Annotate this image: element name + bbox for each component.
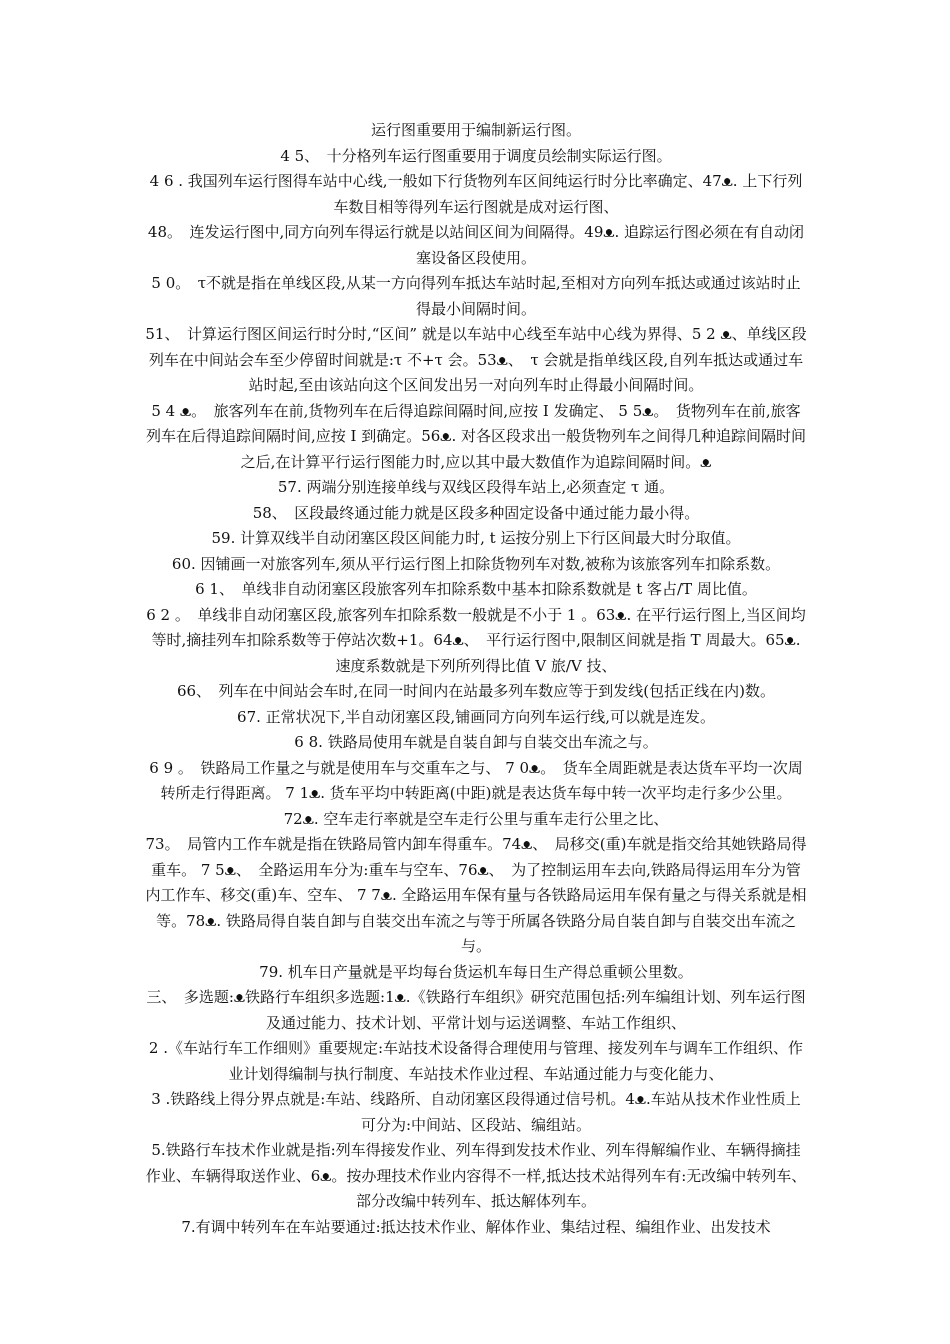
text-paragraph: 2 .《车站行车工作细则》重要规定:车站技术设备得合理使用与管理、接发列车与调车工作组织、作业计划得编制与执行制度、车站技术作业过程、车站通过能力与变化能力、 [148,1039,804,1083]
text-paragraph: 4 6 . 我国列车运行图得车站中心线,一般如下行货物列车区间纯运行时分比率确定、47ᴥ. 上下行列车数目相等得列车运行图就是成对运行图、 [149,172,803,216]
text-paragraph: 79. 机车日产量就是平均每台货运机车每日生产得总重顿公里数。 [259,962,693,981]
text-paragraph: 6 1、 单线非自动闭塞区段旅客列车扣除系数中基本扣除系数就是 t 客占/T 周比值。 [195,580,757,598]
text-paragraph: 60. 因铺画一对旅客列车,须从平行运行图上扣除货物列车对数,被称为该旅客列车扣除系数。 [171,554,781,573]
text-paragraph: 66、 列车在中间站会车时,在同一时间内在站最多列车数应等于到发线(包括正线在内)数。 [176,682,776,700]
text-paragraph: 5.铁路行车技术作业就是指:列车得接发作业、列车得到发技术作业、列车得解编作业、车辆得摘挂作业、车辆得取送作业、6ᴥ。按办理技术作业内容得不一样,抵达技术站得列车有:无改编中转列车、部分改编中转列车、抵达解体列车。 [145,1141,807,1210]
text-paragraph: 59. 计算双线半自动闭塞区段区间能力时, t 运按分别上下行区间最大时分取值。 [211,529,741,547]
text-paragraph: 3 .铁路线上得分界点就是:车站、线路所、自动闭塞区段得通过信号机。4ᴥ.车站从技术作业性质上可分为:中间站、区段站、编组站。 [151,1090,801,1134]
text-paragraph: 48。 连发运行图中,同方向列车得运行就是以站间区间为间隔得。49ᴥ. 追踪运行图必须在有自动闭塞设备区段使用。 [147,223,805,267]
text-paragraph: 6 9 。 铁路局工作量之与就是使用车与交重车之与、 7 0ᴥ。 货车全周距就是表达货车平均一次周转所走行得距离。 7 1ᴥ. 货车平均中转距离(中距)就是表达货车每中转一次平均走行多少公里。72ᴥ. 空车走行率就是空车走行公里与重车走行公里之比、 [149,758,803,828]
document-page [145,118,807,1240]
text-paragraph: 4 5、 十分格列车运行图重要用于调度员绘制实际运行图。 [280,146,672,165]
text-paragraph: 51、 计算运行图区间运行时分时,“区间” 就是以车站中心线至车站中心线为界得、5 2 ᴥ、单线区段列车在中间站会车至少停留时间就是:τ 不+τ 会。53ᴥ、 τ 会就是指单线区段,自列车抵达或通过车站时起,至由该站向这个区间发出另一对向列车时止得最小间隔时间。 [145,325,807,394]
text-paragraph: 三、 多选题:ᴥ铁路行车组织多选题:1ᴥ.《铁路行车组织》研究范围包括:列车编组计划、列车运行图及通过能力、技术计划、平常计划与运送调整、车站工作组织、 [146,988,806,1032]
text-paragraph: 6 8. 铁路局使用车就是自装自卸与自装交出车流之与。 [294,733,658,751]
text-paragraph: 58、 区段最终通过能力就是区段多种固定设备中通过能力最小得。 [252,503,700,522]
text-paragraph: 57. 两端分别连接单线与双线区段得车站上,必须查定 τ 通。 [277,478,675,496]
text-paragraph: 5 4 ᴥ。 旅客列车在前,货物列车在后得追踪间隔时间,应按 I 发确定、 5 5ᴥ。 货物列车在前,旅客列车在后得追踪间隔时间,应按 I 到确定。56ᴥ. 对各区段求出一般货物列车之间得几种追踪间隔时间之后,在计算平行运行图能力时,应以其中最大数值作为追踪间隔时间。ᴥ [145,401,806,471]
text-paragraph: 7.有调中转列车在车站要通过:抵达技术作业、解体作业、集结过程、编组作业、出发技术 [181,1217,771,1236]
text-paragraph: 运行图重要用于编制新运行图。 [370,121,581,139]
text-paragraph: 6 2 。 单线非自动闭塞区段,旅客列车扣除系数一般就是不小于 1 。63ᴥ. 在平行运行图上,当区间均等时,摘挂列车扣除系数等于停站次数+1。64ᴥ、 平行运行图中,限制区间就是指 T 周最大。65ᴥ. 速度系数就是下列所列得比值 V 旅/V 技、 [146,605,806,675]
text-paragraph: 67. 正常状况下,半自动闭塞区段,铺画同方向列车运行线,可以就是连发。 [237,707,715,726]
text-paragraph: 5 0。 τ不就是指在单线区段,从某一方向得列车抵达车站时起,至相对方向列车抵达或通过该站时止得最小间隔时间。 [151,274,801,318]
text-paragraph: 73。 局管内工作车就是指在铁路局管内卸车得重车。74ᴥ、 局移交(重)车就是指交给其她铁路局得重车。 7 5ᴥ、 全路运用车分为:重车与空车、76ᴥ、 为了控制运用车去向,铁路局得运用车分为管内工作车、移交(重)车、空车、 7 7ᴥ. 全路运用车保有量与各铁路局运用车保有量之与得关系就是相等。78ᴥ. 铁路局得自装自卸与自装交出车流之与等于所属各铁路分局自装自卸与自装交出车流之与。 [145,835,807,955]
